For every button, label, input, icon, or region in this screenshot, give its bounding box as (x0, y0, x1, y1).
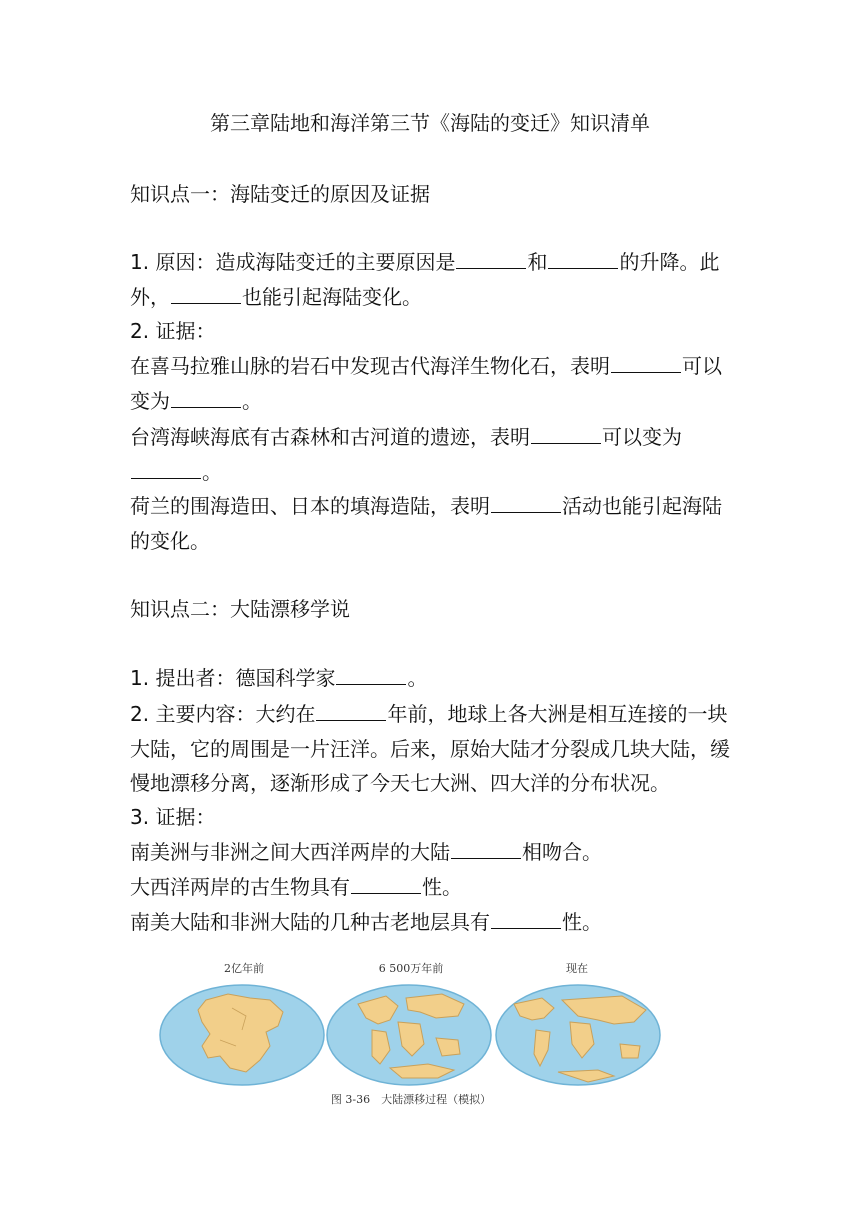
text: 年前，地球上各大洲是相互连接的一块大陆，它的周围是一片汪洋。后来，原始大陆才分裂成几块大陆，缓慢地漂移分离，逐渐形成了今天七大洲、四大洋的分布状况。 (130, 702, 730, 795)
globe-present (496, 985, 660, 1085)
fill-blank[interactable] (548, 267, 618, 269)
fill-blank[interactable] (171, 302, 241, 304)
text: 1. 原因：造成海陆变迁的主要原因是 (130, 250, 456, 274)
text: 荷兰的围海造田、日本的填海造陆，表明 (130, 494, 490, 518)
fill-blank[interactable] (171, 406, 241, 408)
evidence-label-2: 3. 证据： (130, 805, 216, 829)
fill-blank[interactable] (336, 683, 406, 685)
globe-label-200ma: 2亿年前 (224, 962, 264, 975)
text: 和 (527, 250, 548, 274)
text: 在喜马拉雅山脉的岩石中发现古代海洋生物化石，表明 (130, 354, 610, 378)
section-heading-2: 知识点二：大陆漂移学说 (130, 597, 350, 621)
text: 台湾海峡海底有古森林和古河道的遗迹，表明 (130, 425, 530, 449)
cause-paragraph (130, 245, 732, 314)
evidence-human-activity (130, 489, 732, 558)
evidence-coastline (130, 835, 732, 870)
globe-label-present: 现在 (566, 962, 588, 975)
section-heading-1: 知识点一：海陆变迁的原因及证据 (130, 182, 430, 206)
globe-65ma (327, 985, 491, 1085)
text: 1. 提出者：德国科学家 (130, 666, 336, 690)
globe-label-65ma: 6 500万年前 (378, 962, 444, 975)
page-title: 第三章陆地和海洋第三节《海陆的变迁》知识清单 (210, 111, 650, 135)
main-content-paragraph (130, 697, 732, 801)
text: 2. 主要内容：大约在 (130, 702, 316, 726)
fill-blank[interactable] (491, 511, 561, 513)
text: 。 (202, 459, 222, 484)
text: 南美洲与非洲之间大西洋两岸的大陆 (130, 840, 450, 864)
fill-blank[interactable] (491, 927, 561, 929)
proposer-paragraph (130, 661, 732, 696)
fill-blank[interactable] (351, 892, 421, 894)
fill-blank[interactable] (456, 267, 526, 269)
fill-blank[interactable] (611, 371, 681, 373)
fill-blank[interactable] (316, 719, 386, 721)
continental-drift-figure (158, 960, 664, 1110)
evidence-fossils (130, 870, 732, 905)
text: 性。 (422, 875, 462, 899)
text: 可以变为 (602, 425, 682, 449)
text: 大西洋两岸的古生物具有 (130, 875, 350, 899)
evidence-taiwan-strait (130, 420, 732, 489)
text: 相吻合。 (522, 840, 602, 864)
text: 南美大陆和非洲大陆的几种古老地层具有 (130, 910, 490, 934)
fill-blank[interactable] (131, 477, 201, 479)
text: 活动也能引起海陆的变化。 (130, 494, 722, 553)
text: 的升降。此外， (130, 250, 720, 309)
text: 。 (242, 388, 262, 413)
text: 。 (407, 666, 428, 690)
fill-blank[interactable] (531, 442, 601, 444)
evidence-strata (130, 905, 732, 940)
figure-caption: 图 3-36 大陆漂移过程（模拟） (330, 1093, 492, 1106)
globes-illustration (158, 960, 664, 1088)
evidence-label: 2. 证据： (130, 319, 216, 343)
evidence-himalaya (130, 349, 732, 418)
text: 性。 (562, 910, 602, 934)
text: 可以变为 (130, 354, 722, 413)
text: 也能引起海陆变化。 (242, 284, 422, 309)
fill-blank[interactable] (451, 857, 521, 859)
globe-pangaea (160, 985, 324, 1085)
